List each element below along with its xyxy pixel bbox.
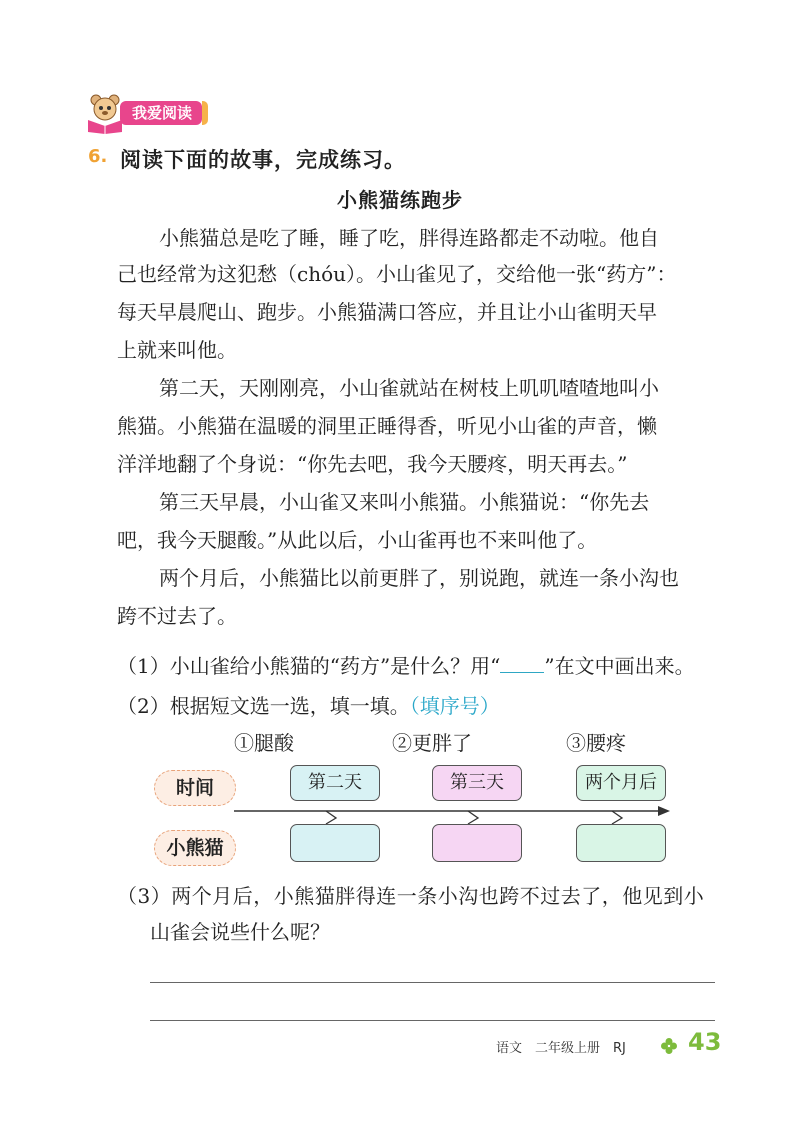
option-3: ③腰疼 bbox=[566, 731, 626, 755]
row-label-panda: 小熊猫 bbox=[154, 830, 236, 866]
story-line: 小熊猫总是吃了睡，睡了吃，胖得连路都走不动啦。他自 bbox=[159, 226, 659, 250]
page-number: 43 bbox=[688, 1028, 722, 1056]
option-2: ②更胖了 bbox=[392, 731, 472, 755]
row-label-time: 时间 bbox=[154, 770, 236, 806]
underline-mark bbox=[500, 654, 544, 673]
clover-icon bbox=[660, 1037, 678, 1055]
question-3-line-2: 山雀会说些什么呢？ bbox=[150, 920, 330, 944]
section-badge bbox=[84, 92, 204, 134]
story-line: 每天早晨爬山、跑步。小熊猫满口答应，并且让小山雀明天早 bbox=[117, 300, 657, 324]
question-2 bbox=[117, 690, 500, 719]
question-2-hint: （填序号） bbox=[409, 694, 500, 718]
timeline-diagram bbox=[150, 762, 680, 872]
story-line: 己也经常为这犯愁（chóu）。小山雀见了，交给他一张“药方”： bbox=[117, 262, 677, 286]
question-1 bbox=[117, 650, 695, 679]
question-2-text: （2）根据短文选一选，填一填。 bbox=[117, 694, 410, 718]
story-line: 熊猫。小熊猫在温暖的洞里正睡得香，听见小山雀的声音，懒 bbox=[117, 414, 657, 438]
story-line: 吧，我今天腿酸。”从此以后，小山雀再也不来叫他了。 bbox=[117, 528, 598, 552]
time-box-day2: 第二天 bbox=[290, 765, 380, 801]
question-number: 6. bbox=[88, 146, 108, 167]
option-1: ①腿酸 bbox=[234, 731, 294, 755]
story-line: 跨不过去了。 bbox=[117, 604, 237, 628]
story-title: 小熊猫练跑步 bbox=[337, 188, 463, 212]
question-3-line-1: （3）两个月后，小熊猫胖得连一条小沟也跨不过去了，他见到小 bbox=[117, 884, 705, 908]
question-1-text-end: ”在文中画出来。 bbox=[544, 654, 695, 678]
answer-box-day2[interactable] bbox=[290, 824, 380, 862]
answer-line-2[interactable] bbox=[150, 1020, 715, 1021]
footer-book-info: 语文 二年级上册 RJ bbox=[496, 1041, 626, 1056]
answer-line-1[interactable] bbox=[150, 982, 715, 983]
story-line: 洋洋地翻了个身说：“你先去吧，我今天腰疼，明天再去。” bbox=[117, 452, 628, 476]
time-box-two-months: 两个月后 bbox=[576, 765, 666, 801]
question-instruction: 阅读下面的故事，完成练习。 bbox=[120, 148, 406, 172]
story-line: 第三天早晨，小山雀又来叫小熊猫。小熊猫说：“你先去 bbox=[159, 490, 650, 514]
story-line: 两个月后，小熊猫比以前更胖了，别说跑，就连一条小沟也 bbox=[159, 566, 679, 590]
question-1-text: （1）小山雀给小熊猫的“药方”是什么？用“ bbox=[117, 654, 501, 678]
story-line: 上就来叫他。 bbox=[117, 338, 237, 362]
answer-box-two-months[interactable] bbox=[576, 824, 666, 862]
badge-label: 我爱阅读 bbox=[120, 101, 202, 125]
time-box-day3: 第三天 bbox=[432, 765, 522, 801]
story-line: 第二天，天刚刚亮，小山雀就站在树枝上叽叽喳喳地叫小 bbox=[159, 376, 659, 400]
answer-box-day3[interactable] bbox=[432, 824, 522, 862]
